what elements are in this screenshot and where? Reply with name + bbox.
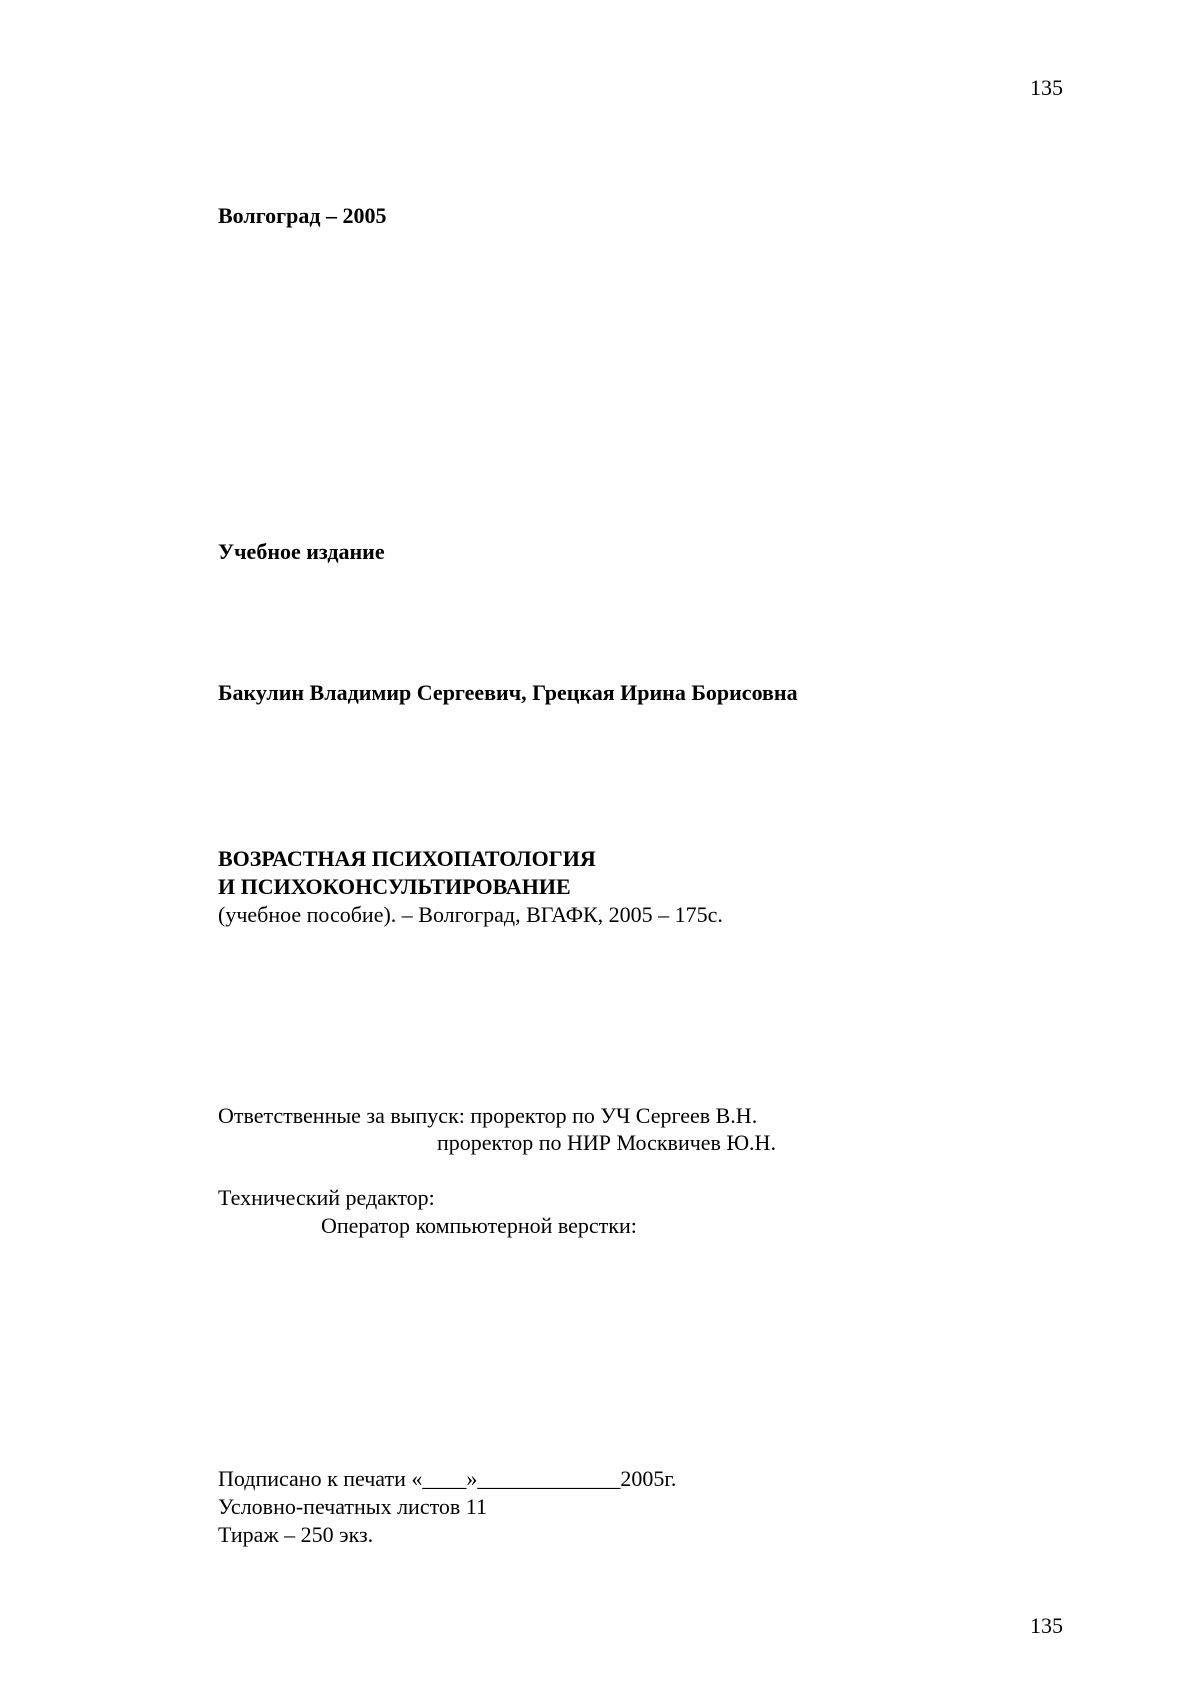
layout-operator-label: Оператор компьютерной верстки: (321, 1213, 637, 1238)
title-line-2: И ПСИХОКОНСУЛЬТИРОВАНИЕ (218, 874, 571, 899)
page-number-top: 135 (1030, 75, 1063, 100)
responsible-line-2: проректор по НИР Москвичев Ю.Н. (437, 1130, 776, 1155)
page-number-bottom: 135 (1030, 1613, 1063, 1638)
edition-type: Учебное издание (218, 539, 385, 564)
signed-to-print: Подписано к печати «____»_____________2005г. (218, 1466, 677, 1491)
authors: Бакулин Владимир Сергеевич, Грецкая Ирина Борисовна (218, 680, 798, 705)
tech-editor-label: Технический редактор: (218, 1185, 435, 1210)
circulation: Тираж – 250 экз. (218, 1522, 374, 1547)
title-details: (учебное пособие). – Волгоград, ВГАФК, 2005 – 175с. (218, 902, 723, 927)
city-year: Волгоград – 2005 (218, 203, 387, 228)
print-sheets: Условно-печатных листов 11 (218, 1494, 487, 1519)
title-line-1: ВОЗРАСТНАЯ ПСИХОПАТОЛОГИЯ (218, 846, 596, 871)
responsible-line-1: Ответственные за выпуск: проректор по УЧ Сергеев В.Н. (218, 1103, 758, 1128)
